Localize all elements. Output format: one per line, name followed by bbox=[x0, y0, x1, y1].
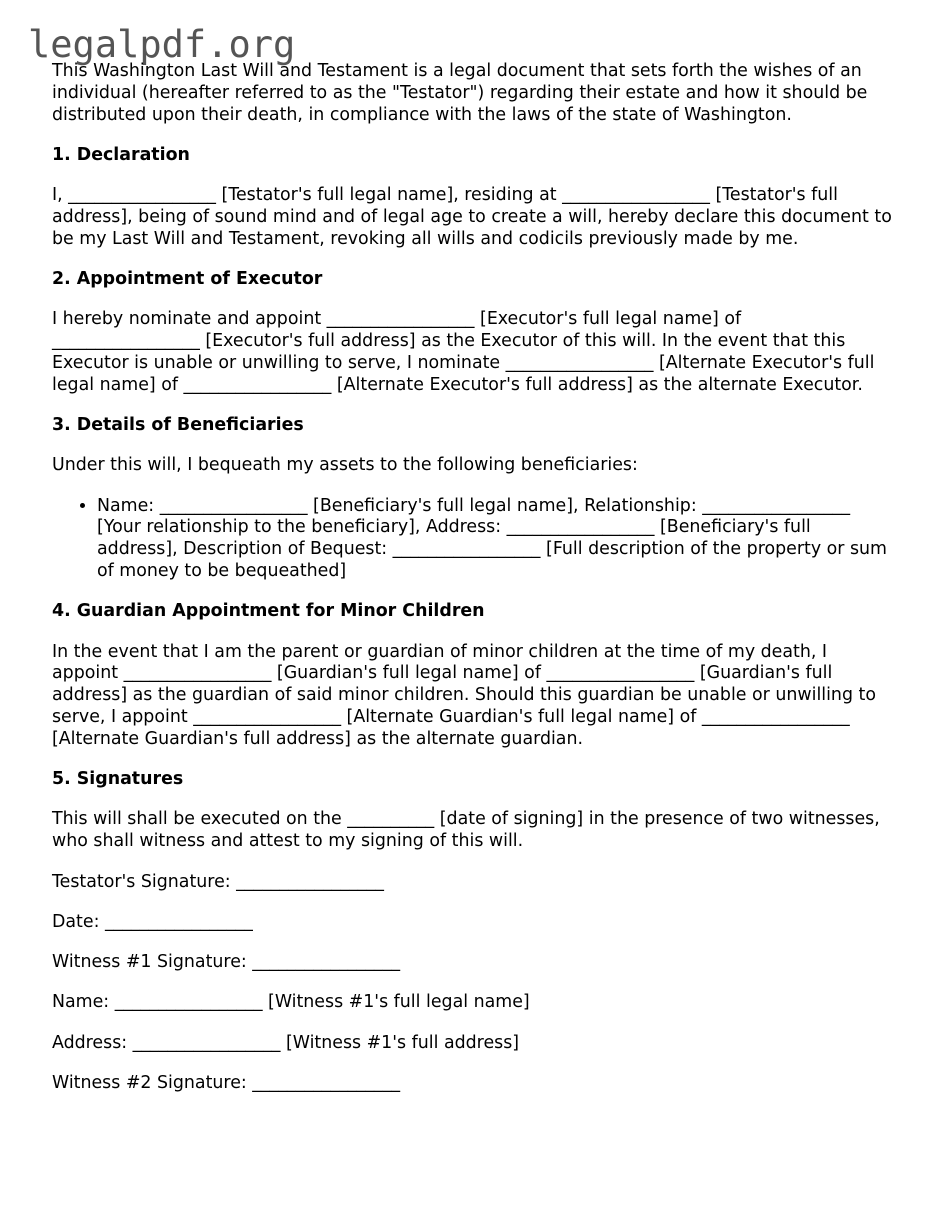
witness-1-signature-line: Witness #1 Signature: _________________ bbox=[52, 952, 401, 973]
guardian-paragraph: In the event that I am the parent or guardian of minor children at the time of my death, I appoint _________________ [Guardian's full legal name] of _________________ [Guardian's full address] as the guardian of said minor children. Should this guardian be unable or unwilling to serve, I appoint _________________ [Alternate Guardian's full legal name] of _________________ [Alternate Guardian's full address] as the alternate guardian. bbox=[52, 641, 876, 749]
signatures-paragraph: This will shall be executed on the __________ [date of signing] in the presence of two witnesses, who shall witness and attest to my signing of this will. bbox=[52, 809, 880, 852]
declaration-paragraph: I, _________________ [Testator's full legal name], residing at _________________ [Testator's full address], being of sound mind and of legal age to create a will, hereby declare this document to be my Last Will and Testament, revoking all wills and codicils previously made by me. bbox=[52, 185, 892, 249]
beneficiaries-paragraph: Under this will, I bequeath my assets to the following beneficiaries: bbox=[52, 455, 638, 476]
beneficiary-list-item: • Name: _________________ [Beneficiary's full legal name], Relationship: _________________ [Your relationship to the beneficiary], Address: _________________ [Beneficiary's full address], Description of Bequest: _________________ [Full description of the property or sum of money to be bequeathed] bbox=[97, 496, 894, 583]
date-line: Date: _________________ bbox=[52, 911, 253, 932]
executor-paragraph: I hereby nominate and appoint _________________ [Executor's full legal name] of _________________ [Executor's full address] as the Executor of this will. In the event that this Executor is unable or unwilling to serve, I nominate _________________ [Alternate Executor's full legal name] of _________________ [Alternate Executor's full address] as the alternate Executor. bbox=[52, 309, 875, 395]
signature-lines bbox=[52, 872, 894, 1095]
intro-paragraph: This Washington Last Will and Testament is a legal document that sets forth the wishes of an individual (hereafter referred to as the "Testator") regarding their estate and how it should be distributed upon their death, in compliance with the laws of the state of Washington. bbox=[52, 61, 868, 125]
document-body bbox=[52, 61, 894, 1113]
beneficiaries-list bbox=[52, 496, 894, 583]
section-heading-guardian: 4. Guardian Appointment for Minor Children bbox=[52, 601, 485, 622]
witness-1-name-line: Name: _________________ [Witness #1's full legal name] bbox=[52, 992, 530, 1013]
section-heading-beneficiaries: 3. Details of Beneficiaries bbox=[52, 415, 304, 436]
witness-1-address-line: Address: _________________ [Witness #1's full address] bbox=[52, 1032, 520, 1053]
watermark: legalpdf.org bbox=[28, 23, 296, 66]
section-heading-declaration: 1. Declaration bbox=[52, 144, 190, 165]
section-heading-executor: 2. Appointment of Executor bbox=[52, 269, 323, 290]
section-heading-signatures: 5. Signatures bbox=[52, 769, 184, 790]
testator-signature-line: Testator's Signature: _________________ bbox=[52, 871, 384, 892]
witness-2-signature-line: Witness #2 Signature: _________________ bbox=[52, 1073, 401, 1093]
